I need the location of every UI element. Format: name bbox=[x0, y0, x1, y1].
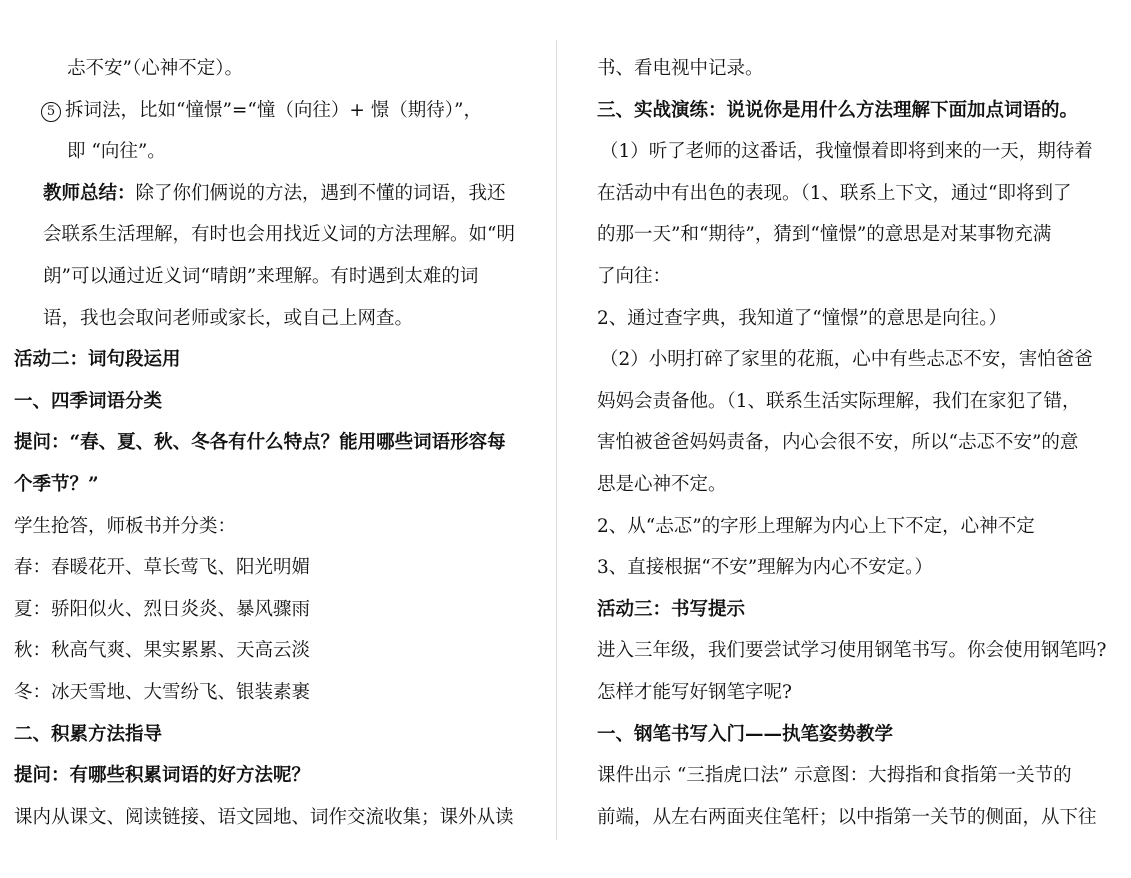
season-line-winter: 冬：冰天雪地、大雪纷飞、银装素裹 bbox=[14, 681, 311, 703]
question-line: 个季节？” bbox=[14, 473, 99, 495]
paragraph-line: （2）小明打碎了家里的花瓶，心中有些忐忑不安，害怕爸爸 bbox=[600, 349, 1093, 371]
line-text: 除了你们俩说的方法，遇到不懂的词语，我还 bbox=[135, 182, 506, 204]
question-line: 提问：“春、夏、秋、冬各有什么特点？能用哪些词语形容每 bbox=[14, 432, 506, 454]
teacher-summary-label: 教师总结： bbox=[43, 182, 136, 204]
left-column bbox=[14, 48, 544, 838]
paragraph-line: 学生抢答，师板书并分类： bbox=[14, 515, 237, 537]
season-line-spring: 春：春暖花开、草长莺飞、阳光明媚 bbox=[14, 557, 311, 579]
section-heading: 三、实战演练：说说你是用什么方法理解下面加点词语的。 bbox=[597, 99, 1079, 121]
season-line-summer: 夏：骄阳似火、烈日炎炎、暴风骤雨 bbox=[14, 598, 311, 620]
paragraph-line: 会联系生活理解，有时也会用找近义词的方法理解。如“明 bbox=[43, 224, 515, 246]
section-heading: 一、钢笔书写入门——执笔姿势教学 bbox=[597, 723, 894, 745]
paragraph-line: 怎样才能写好钢笔字呢? bbox=[597, 681, 792, 703]
paragraph-line: 即 “向往”。 bbox=[67, 141, 166, 163]
paragraph-line: 朗”可以通过近义词“晴朗”来理解。有时遇到太难的词 bbox=[43, 265, 479, 287]
right-column bbox=[597, 48, 1122, 838]
paragraph-line: 的那一天”和“期待”，猜到“憧憬”的意思是对某事物充满 bbox=[597, 224, 1052, 246]
paragraph-line: 课内从课文、阅读链接、语文园地、词作交流收集；课外从读 bbox=[14, 806, 514, 828]
paragraph-line bbox=[14, 173, 544, 215]
paragraph-line: 了向往： bbox=[597, 265, 672, 287]
season-line-autumn: 秋：秋高气爽、果实累累、天高云淡 bbox=[14, 640, 311, 662]
section-heading: 活动二：词句段运用 bbox=[14, 349, 181, 371]
column-divider bbox=[556, 40, 557, 840]
paragraph-line: 妈妈会责备他。（1、联系生活实际理解，我们在家犯了错， bbox=[597, 390, 1081, 412]
paragraph-line: 在活动中有出色的表现。（1、联系上下文，通过“即将到了 bbox=[597, 182, 1072, 204]
section-heading: 一、四季词语分类 bbox=[14, 390, 163, 412]
line-text: 拆词法，比如“憧憬”=“憧（向往）+ 憬（期待）”， bbox=[65, 99, 482, 121]
paragraph-line: 语，我也会取问老师或家长，或自己上网查。 bbox=[43, 307, 414, 329]
paragraph-line bbox=[14, 90, 544, 132]
paragraph-line: 课件出示 “三指虎口法” 示意图：大拇指和食指第一关节的 bbox=[597, 765, 1072, 787]
paragraph-line: 书、看电视中记录。 bbox=[597, 58, 764, 79]
paragraph-line: 3、直接根据“不安”理解为内心不安定。） bbox=[597, 557, 933, 579]
paragraph-line: 忐不安”（心神不定）。 bbox=[67, 58, 243, 79]
paragraph-line: 前端，从左右两面夹住笔杆；以中指第一关节的侧面，从下往 bbox=[597, 806, 1097, 828]
paragraph-line: 害怕被爸爸妈妈责备，内心会很不安，所以“忐忑不安”的意 bbox=[597, 432, 1079, 454]
paragraph-line: 进入三年级，我们要尝试学习使用钢笔书写。你会使用钢笔吗? bbox=[597, 640, 1107, 662]
circled-number: 5 bbox=[41, 102, 61, 122]
paragraph-line: （1）听了老师的这番话，我憧憬着即将到来的一天，期待着 bbox=[600, 141, 1093, 163]
section-heading: 二、积累方法指导 bbox=[14, 723, 163, 745]
paragraph-line: 2、从“忐忑”的字形上理解为内心上下不定，心神不定 bbox=[597, 515, 1035, 537]
question-line: 提问：有哪些积累词语的好方法呢？ bbox=[14, 765, 311, 787]
paragraph-line: 思是心神不定。 bbox=[597, 473, 727, 495]
section-heading: 活动三：书写提示 bbox=[597, 598, 746, 620]
paragraph-line: 2、通过查字典，我知道了“憧憬”的意思是向往。） bbox=[597, 307, 1007, 329]
